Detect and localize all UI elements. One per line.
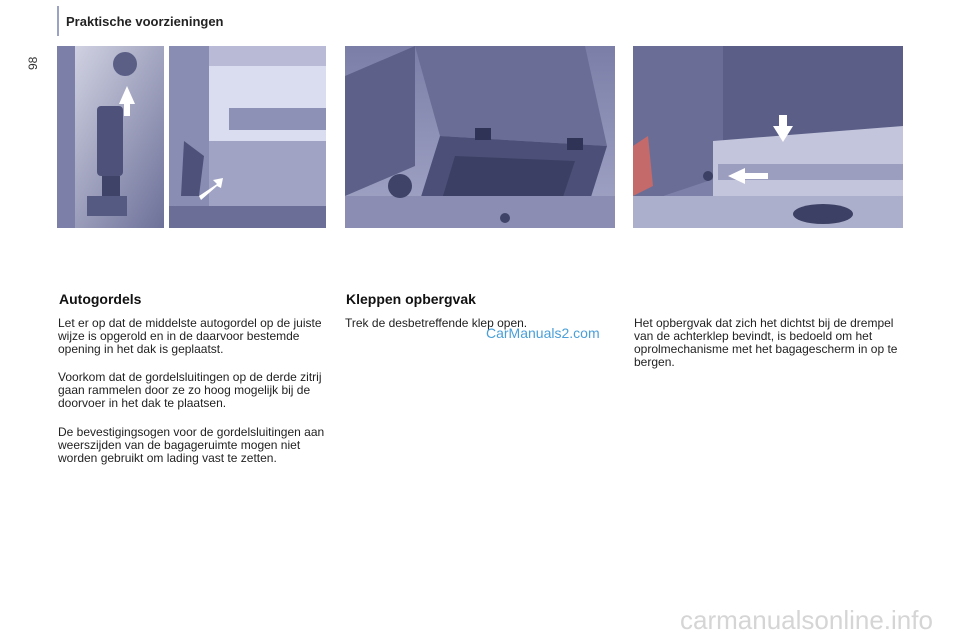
paragraph-belt-1: Let er op dat de middelste autogordel op de juiste wijze is opgerold en in de daarvoor bestemde opening in het dak is geplaatst. xyxy=(58,316,322,356)
photo-cargo-belt xyxy=(169,46,326,228)
heading-autogordels: Autogordels xyxy=(59,291,142,307)
photo-storage-threshold xyxy=(633,46,903,228)
accent-bar xyxy=(57,6,59,36)
heading-kleppen-opbergvak: Kleppen opbergvak xyxy=(346,291,476,307)
section-title: Praktische voorzieningen xyxy=(66,14,224,29)
paragraph-belt-3: De bevestigingsogen voor de gordelsluitingen aan weerszijden van de bagageruimte mogen niet worden gebruikt om lading vast te zetten. xyxy=(58,425,325,465)
page-number: 98 xyxy=(26,56,40,70)
watermark-carmanualsonline: carmanualsonline.info xyxy=(680,605,933,635)
paragraph-lid: Trek de desbetreffende klep open. xyxy=(345,316,528,330)
paragraph-storage-threshold: Het opbergvak dat zich het dichtst bij de drempel van de achterklep bevindt, is bedoeld om het oprolmechanisme met het bagagescherm in op te bergen. xyxy=(634,316,898,369)
photo-storage-lid-open xyxy=(345,46,615,228)
paragraph-belt-2: Voorkom dat de gordelsluitingen op de derde zitrij gaan rammelen door ze zo hoog mogelijk bij de doorvoer in het dak te plaatsen. xyxy=(58,370,322,410)
photo-seatbelt-retractor xyxy=(57,46,164,228)
watermark-carmanuals2: CarManuals2.com xyxy=(486,325,600,341)
